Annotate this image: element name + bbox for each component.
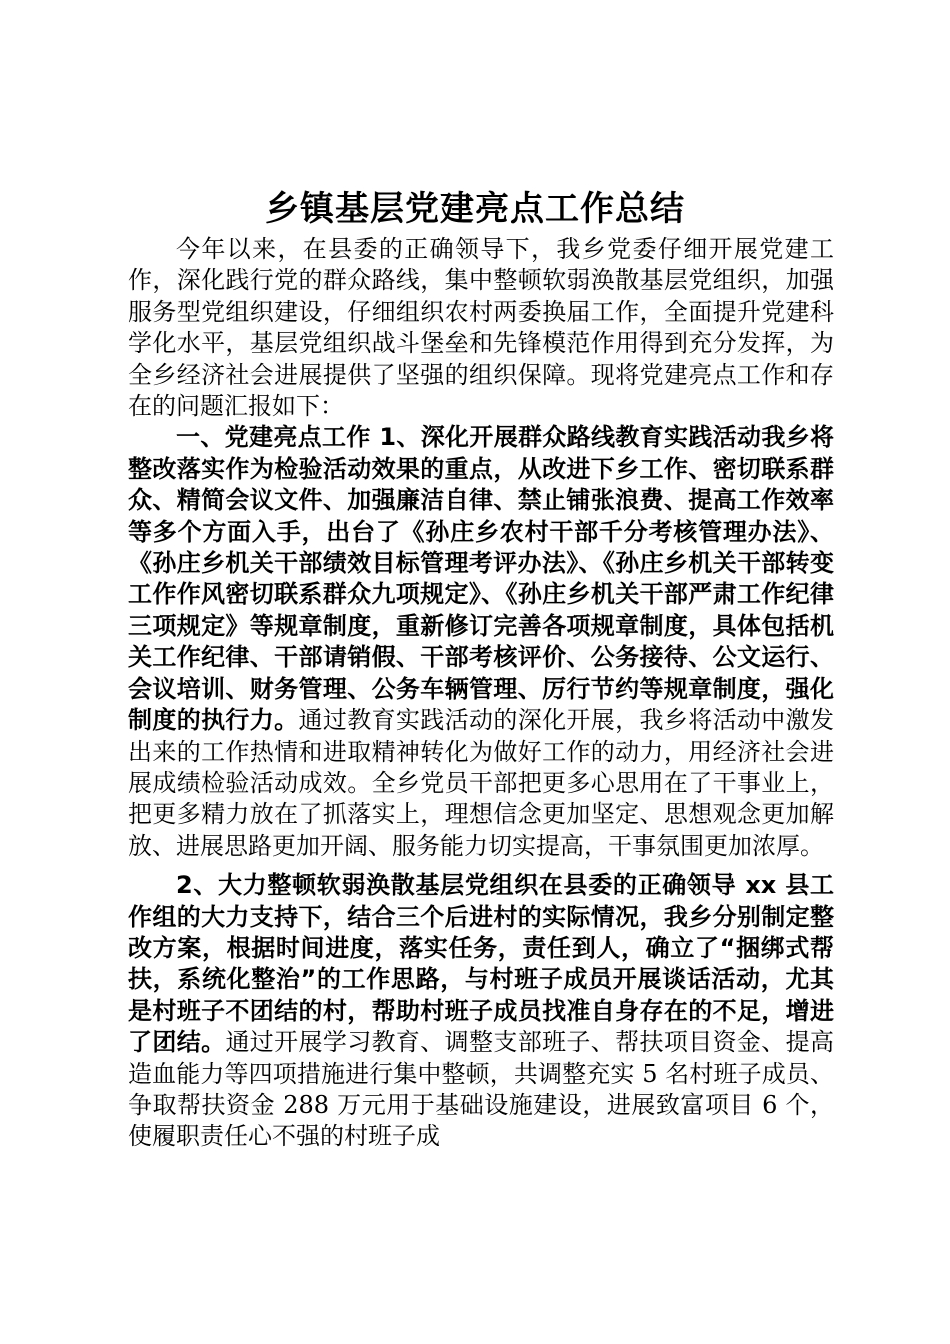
intro-paragraph: 今年以来，在县委的正确领导下，我乡党委仔细开展党建工作，深化践行党的群众路线，集中整顿软弱涣散基层党组织，加强服务型党组织建设，仔细组织农村两委换届工作，全面提升党建科学化水平，基层党组织战斗堡垒和先锋模范作用得到充分发挥，为全乡经济社会进展提供了坚强的组织保障。现将党建亮点工作和存在的问题汇报如下： (128, 235, 834, 421)
document-title: 乡镇基层党建亮点工作总结 (265, 189, 685, 229)
section-2-bold-text: 2、大力整顿软弱涣散基层党组织在县委的正确领导 xx 县工作组的大力支持下，结合三个后进村的实际情况，我乡分别制定整改方案，根据时间进度，落实任务，责任到人，确立了“捆绑式帮扶，系统化整治”的工作思路，与村班子成员开展谈话活动，尤其是村班子不团结的村，帮助村班子成员找准自身存在的不足，增进了团结。 (128, 871, 834, 1057)
section-2-text: 通过开展学习教育、调整支部班子、帮扶项目资金、提高造血能力等四项措施进行集中整顿，共调整充实 5 名村班子成员、争取帮扶资金 288 万元用于基础设施建设，进展致富项目 6 个，使履职责任心不强的村班子成 (128, 1028, 835, 1151)
section-1-bold-text: 一、党建亮点工作 1、深化开展群众路线教育实践活动我乡将整改落实作为检验活动效果的重点，从改进下乡工作、密切联系群众、精简会议文件、加强廉洁自律、禁止铺张浪费、提高工作效率等多个方面入手，出台了《孙庄乡农村干部千分考核管理办法》、《孙庄乡机关干部绩效目标管理考评办法》、《孙庄乡机关干部转变工作作风密切联系群众九项规定》、《孙庄乡机关干部严肃工作纪律三项规定》等规章制度，重新修订完善各项规章制度，具体包括机关工作纪律、干部请销假、干部考核评价、公务接待、公文运行、会议培训、财务管理、公务车辆管理、厉行节约等规章制度，强化制度的执行力。 (128, 423, 834, 735)
section-1-paragraph (128, 422, 834, 862)
section-1-text: 通过教育实践活动的深化开展，我乡将活动中激发出来的工作热情和进取精神转化为做好工作的动力，用经济社会进展成绩检验活动成效。全乡党员干部把更多心思用在了干事业上，把更多精力放在了抓落实上，理想信念更加坚定、思想观念更加解放、进展思路更加开阔、服务能力切实提高，干事氛围更加浓厚。 (128, 706, 834, 860)
document-body (128, 234, 834, 1153)
section-2-paragraph (128, 870, 834, 1153)
